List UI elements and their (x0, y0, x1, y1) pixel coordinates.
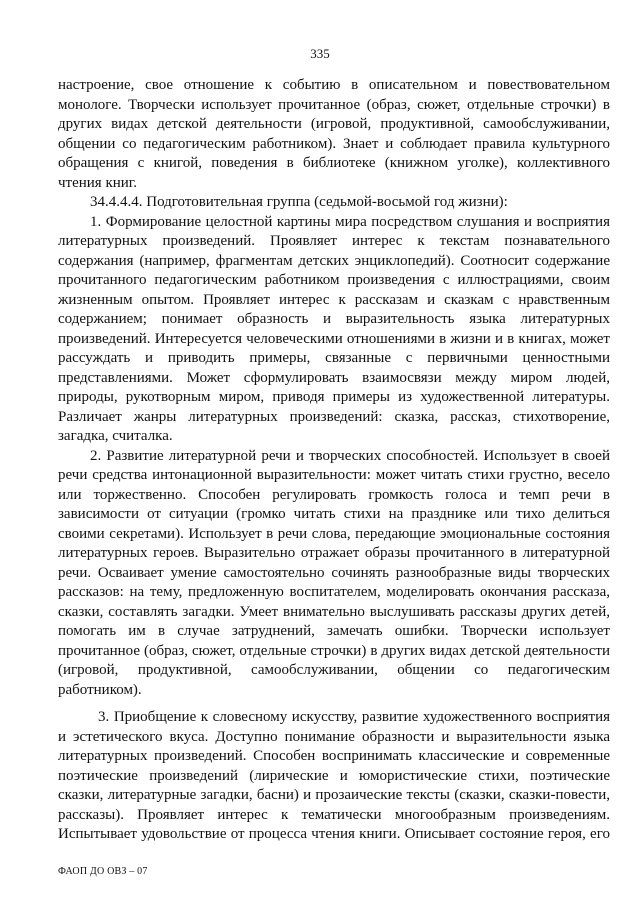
text-line: других видах детской деятельности (игровой, продуктивной, самообслуживании, (58, 116, 610, 132)
text-line: сказки, составлять загадки. Умеет внимательно выслушивать рассказы других детей, (58, 603, 610, 620)
text-line: речи средства интонационной выразительности: может читать стихи грустно, весело (58, 467, 610, 483)
text-line: 1. Формирование целостной картины мира посредством слушания и восприятия (90, 213, 610, 230)
text-line: содержанием; понимает образность и выразительность языка литературных (58, 311, 610, 327)
section-heading: 34.4.4.4. Подготовительная группа (седьмой-восьмой год жизни): (90, 194, 508, 210)
text-line: прочитанное (образ, сюжет, отдельные строчки) в других видах детской деятельности (58, 642, 610, 659)
text-line: зависимости от ситуации (громко читать стихи на празднике или тихо делиться (58, 506, 610, 522)
text-line: прочитанного педагогическим работником произведения с иллюстрациями, своим (58, 272, 610, 288)
text-line: литературных произведений. Способен воспринимать классические и современные (58, 748, 610, 764)
text-line: (игровой, продуктивной, самообслуживании, общении со педагогическим (58, 662, 610, 678)
page-footer: ФАОП ДО ОВЗ – 07 (58, 866, 148, 877)
text-line: обращения с книгой, поведения в библиотеке (книжном уголке), коллективного (58, 155, 610, 171)
text-line: своими секретами). Использует в речи слова, передающие эмоциональные состояния (58, 525, 610, 542)
text-line: чтения книг. (58, 174, 138, 191)
text-line: содержания (например, фрагментам детских энциклопедий). Соотносит содержание (58, 252, 610, 269)
text-line: Различает жанры литературных произведений: сказка, рассказ, стихотворение, (58, 408, 610, 425)
text-line: помогать им в случае затруднений, замечать ошибки. Творчески использует (58, 623, 610, 639)
text-line: рассказов: на тему, предложенную воспитателем, моделировать окончания рассказа, (58, 584, 610, 600)
text-line: жизненным опытом. Проявляет интерес к рассказам и сказкам с нравственным (58, 291, 610, 308)
document-body (58, 76, 610, 845)
text-line: произведений. Интересуется человеческими отношениями в жизни и в книгах, может (58, 330, 610, 347)
text-line: Испытывает удовольствие от процесса чтения книги. Описывает состояние героя, его (58, 826, 610, 842)
text-line: рассуждать и приводить примеры, связанные с первичными ценностными (58, 350, 610, 366)
text-line: литературных произведений. Проявляет интерес к текстам познавательного (58, 233, 610, 249)
text-line: 3. Приобщение к словесному искусству, развитие художественного восприятия (98, 709, 610, 725)
text-line: речи. Осваивает умение самостоятельно сочинять разнообразные виды творческих (58, 564, 610, 581)
text-line: загадка, считалка. (58, 428, 173, 444)
text-line: настроение, свое отношение к событию в описательном и повествовательном (58, 77, 610, 93)
text-line: литературных героев. Выразительно отражает образы прочитанного в литературной (58, 545, 610, 561)
text-line: или торжественно. Способен регулировать громкость голоса и темп речи в (58, 486, 610, 503)
text-line: монологе. Творчески использует прочитанное (образ, сюжет, отдельные строчки) в (58, 96, 610, 113)
text-line: представлениями. Может сформулировать взаимосвязи между миром людей, (58, 369, 610, 386)
text-line: и эстетического вкуса. Доступно понимание образности и выразительности языка (58, 728, 610, 745)
text-line: сказки, литературные загадки, басни) и прозаические тексты (сказки, сказки-повести, (58, 787, 610, 803)
text-line: рассказы). Проявляет интерес к тематически многообразным произведениям. (58, 806, 610, 823)
text-line: 2. Развитие литературной речи и творческих способностей. Использует в своей (90, 447, 610, 464)
text-line: поэтические произведений (лирические и юмористические стихи, поэтические (58, 767, 610, 784)
page-number: 335 (310, 46, 330, 61)
text-line: общении со педагогическим работником). Знает и соблюдает правила культурного (58, 135, 610, 152)
text-line: работником). (58, 681, 142, 698)
text-line: природы, рукотворным миром, приводя примеры из художественной литературы. (58, 389, 610, 405)
